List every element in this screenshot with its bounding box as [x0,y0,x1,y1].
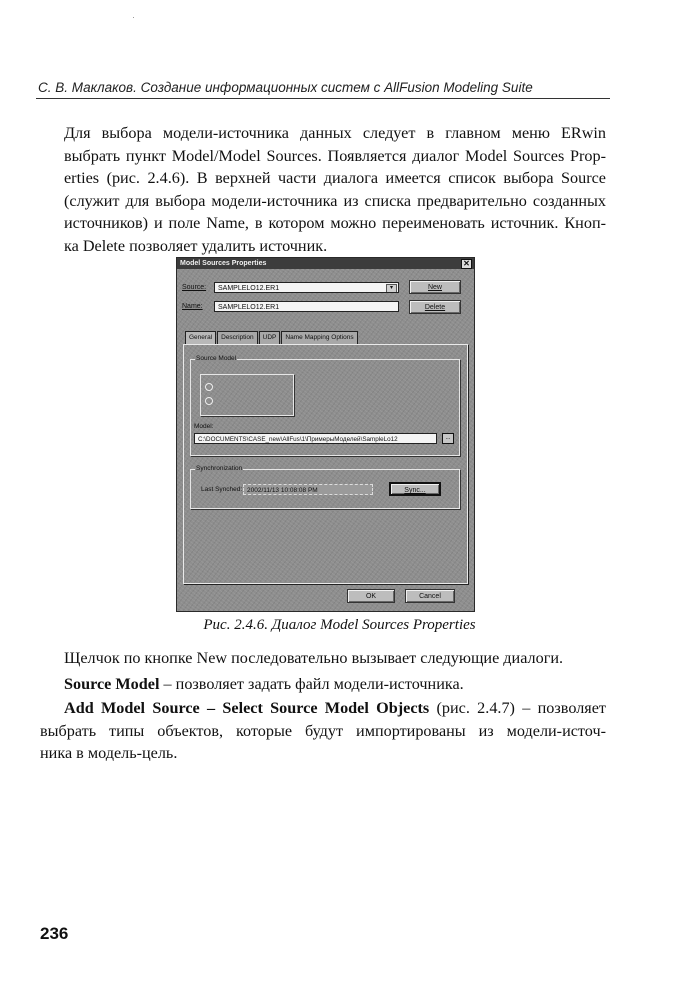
intro-paragraph [64,122,606,257]
source-label: Source: [182,284,207,291]
new-button[interactable]: New [409,280,461,294]
body-paragraph [64,647,606,670]
text-line: выбрать типы объектов, которые будут импортированы из модели-источ- [40,721,606,740]
tab-description[interactable]: Description [217,331,258,344]
term-source-model: Source Model [64,675,160,693]
model-sources-dialog-figure [176,257,475,612]
running-head: С. В. Маклаков. Создание информационных систем с AllFusion Modeling Suite [38,80,533,95]
radio-icon [205,397,213,405]
text-line: (служит для выбора модели-источника из списка предварительно созданных [64,191,606,210]
definition-text: (рис. 2.4.7) – позволяет [429,699,606,717]
text-line [40,697,606,720]
body-paragraph [64,673,606,696]
browse-button[interactable]: ... [442,433,454,444]
body-paragraph [40,697,606,765]
synchronization-group-title: Synchronization [196,465,243,472]
header-rule [36,98,610,99]
definition-text: – позволяет задать файл модели-источника. [159,675,464,693]
source-type-radio-group [200,374,294,416]
close-icon[interactable]: ✕ [461,259,472,269]
delete-button[interactable]: Delete [409,300,461,314]
chevron-down-icon[interactable]: ▾ [386,284,397,293]
text-line [64,673,606,696]
source-value: SAMPLELO12.ER1 [218,285,280,292]
text-line: Щелчок по кнопке New последовательно вызывает следующие диалоги. [64,649,564,667]
scan-speck [133,17,134,18]
synchronization-group [190,465,460,509]
dialog-titlebar [177,258,474,269]
last-synched-label: Last Synched: [201,486,243,493]
source-dropdown[interactable] [214,282,399,293]
general-tab-panel [183,344,468,584]
radio-icon [205,383,213,391]
dialog-tabs [185,331,359,344]
source-model-group [190,355,460,456]
tab-udp[interactable]: UDP [259,331,281,344]
page-number: 236 [40,924,69,943]
ok-button[interactable]: OK [347,589,395,603]
sync-button[interactable]: Sync... [389,482,441,496]
text-line: источников) и поле Name, в котором можно переименовать источник. Кноп- [64,214,606,232]
text-line: erties (рис. 2.4.6). В верхней части диалога имеется список выбора Source [64,169,606,187]
text-line: ника в модель-цель. [40,744,178,762]
name-value: SAMPLELO12.ER1 [218,304,280,311]
source-model-group-title: Source Model [196,355,237,362]
tab-general[interactable]: General [185,331,216,345]
radio-option[interactable] [205,383,215,391]
model-label: Model: [194,423,214,430]
model-path-value: C:\DOCUMENTS\CASE_new\AllFus\1\ПримерыМоделей\SampleLo12 [198,436,398,443]
text-line: выбрать пункт Model/Model Sources. Появляется диалог Model Sources Prop- [64,146,606,165]
figure-caption: Рис. 2.4.6. Диалог Model Sources Properties [203,617,476,633]
dialog-title: Model Sources Properties [180,260,267,267]
name-input[interactable] [214,301,399,312]
term-add-model-source: Add Model Source – Select Source Model Objects [64,699,430,717]
text-line: Для выбора модели-источника данных следует в главном меню ERwin [64,124,606,142]
tab-name-mapping-options[interactable]: Name Mapping Options [281,331,357,344]
name-label: Name: [182,303,203,310]
radio-option[interactable] [205,397,215,405]
text-line: ка Delete позволяет удалить источник. [64,236,328,255]
last-synched-field [243,484,373,495]
last-synched-value: 2002/11/13 10:08:08 PM [247,487,318,494]
model-path-input[interactable] [194,433,437,444]
cancel-button[interactable]: Cancel [405,589,455,603]
